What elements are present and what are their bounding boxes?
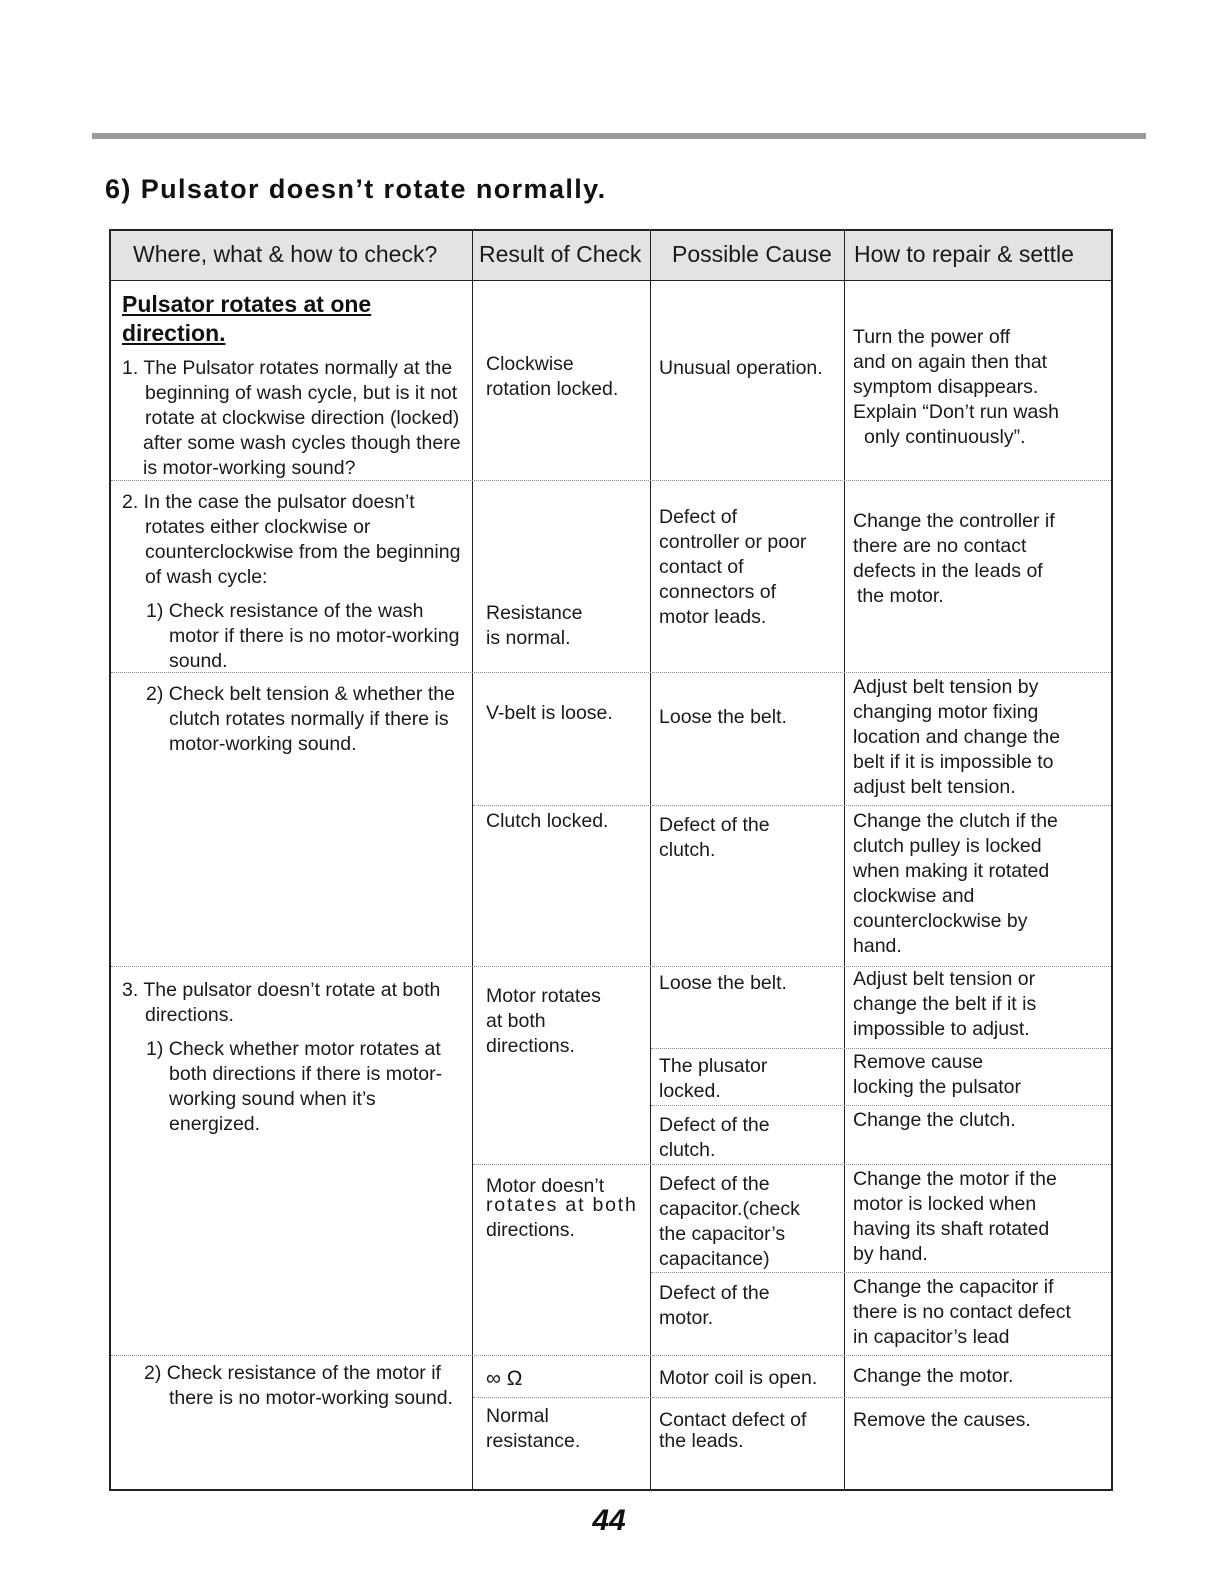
check-3-2-line: there is no motor-working sound. [169, 1387, 453, 1409]
repair-line: Change the motor. [853, 1365, 1014, 1387]
section-heading: 6) Pulsator doesn’t rotate normally. [105, 174, 607, 204]
check-1-line: after some wash cycles though there [143, 432, 461, 454]
repair-line: belt if it is impossible to [853, 751, 1054, 773]
repair-line: counterclockwise by [853, 910, 1028, 932]
check-3-1-line: both directions if there is motor- [169, 1063, 443, 1085]
cause-line: Loose the belt. [659, 706, 787, 728]
cause-line: capacitance) [659, 1248, 770, 1270]
row-separator [111, 672, 1111, 673]
cause-line: controller or poor [659, 531, 807, 553]
repair-line: symptom disappears. [853, 376, 1039, 398]
result-line: Clutch locked. [486, 810, 609, 832]
cause-line: the capacitor’s [659, 1223, 786, 1245]
repair-line: location and change the [853, 726, 1061, 748]
check-2-line: of wash cycle: [145, 566, 268, 588]
check-2-2-line: 2) Check belt tension & whether the [146, 683, 455, 705]
result-line: V-belt is loose. [486, 702, 613, 724]
check-2-line: 2. In the case the pulsator doesn’t [122, 491, 415, 513]
row-separator [651, 1105, 1111, 1106]
result-line: Resistance [486, 602, 583, 624]
result-line: at both [486, 1010, 546, 1032]
check-3-2-line: 2) Check resistance of the motor if [144, 1362, 441, 1384]
result-line: Normal [486, 1405, 549, 1427]
repair-line: when making it rotated [853, 860, 1050, 882]
repair-line: in capacitor’s lead [853, 1326, 1010, 1348]
header-check: Where, what & how to check? [133, 241, 438, 267]
cause-line: motor. [659, 1307, 714, 1329]
repair-line: hand. [853, 935, 902, 957]
check-1-line: is motor-working sound? [143, 457, 356, 479]
check-1-line: rotate at clockwise direction (locked) [145, 407, 460, 429]
subtitle-line-2: direction. [122, 320, 226, 346]
subtitle-line-1: Pulsator rotates at one [122, 291, 372, 317]
repair-line: changing motor fixing [853, 701, 1039, 723]
column-divider [472, 231, 473, 1489]
check-3-line: directions. [145, 1004, 234, 1026]
result-line: resistance. [486, 1430, 581, 1452]
repair-line: Remove the causes. [853, 1409, 1031, 1431]
column-divider [844, 231, 845, 1489]
repair-line: impossible to adjust. [853, 1018, 1030, 1040]
cause-line: The plusator [659, 1055, 768, 1077]
result-line: rotation locked. [486, 378, 619, 400]
repair-line: motor is locked when [853, 1193, 1037, 1215]
repair-line: Adjust belt tension by [853, 676, 1039, 698]
repair-line: Change the capacitor if [853, 1276, 1054, 1298]
troubleshooting-table [109, 229, 1113, 1491]
repair-line: clockwise and [853, 885, 975, 907]
header-cause: Possible Cause [672, 241, 832, 267]
repair-line: the motor. [857, 585, 944, 607]
cause-line: Defect of the [659, 814, 770, 836]
row-separator [473, 1164, 1111, 1165]
result-line: Clockwise [486, 353, 574, 375]
repair-line: there are no contact [853, 535, 1027, 557]
repair-line: adjust belt tension. [853, 776, 1016, 798]
table-header-row [111, 231, 1111, 281]
infinite-ohm-result: ∞ Ω [486, 1367, 523, 1390]
cause-line: capacitor.(check [659, 1198, 800, 1220]
cause-line: Motor coil is open. [659, 1367, 818, 1389]
repair-line: clutch pulley is locked [853, 835, 1042, 857]
cause-line: Defect of the [659, 1282, 770, 1304]
repair-line: Change the clutch. [853, 1109, 1016, 1131]
top-rule [92, 133, 1146, 139]
check-1-line: 1. The Pulsator rotates normally at the [122, 357, 453, 379]
result-line: directions. [486, 1035, 575, 1057]
repair-line: there is no contact defect [853, 1301, 1071, 1323]
header-result: Result of Check [479, 241, 642, 267]
cause-line: Defect of [659, 506, 738, 528]
result-line: directions. [486, 1219, 575, 1241]
check-2-line: counterclockwise from the beginning [145, 541, 461, 563]
result-line: is normal. [486, 627, 571, 649]
row-separator [473, 805, 1111, 806]
cause-line: Loose the belt. [659, 972, 787, 994]
row-separator [651, 1272, 1111, 1273]
repair-line: only continuously”. [864, 426, 1026, 448]
cause-line: locked. [659, 1080, 721, 1102]
header-repair: How to repair & settle [854, 241, 1074, 267]
repair-line: change the belt if it is [853, 993, 1037, 1015]
repair-line: Change the motor if the [853, 1168, 1057, 1190]
repair-line: Explain “Don’t run wash [853, 401, 1059, 423]
repair-line: by hand. [853, 1243, 928, 1265]
check-2-2-line: motor-working sound. [169, 733, 357, 755]
repair-line: and on again then that [853, 351, 1048, 373]
cause-line: motor leads. [659, 606, 767, 628]
check-2-2-line: clutch rotates normally if there is [169, 708, 449, 730]
row-separator [651, 1048, 1111, 1049]
repair-line: locking the pulsator [853, 1076, 1022, 1098]
check-3-1-line: working sound when it’s [169, 1088, 376, 1110]
check-3-line: 3. The pulsator doesn’t rotate at both [122, 979, 441, 1001]
check-3-1-line: 1) Check whether motor rotates at [146, 1038, 441, 1060]
row-separator [473, 1397, 1111, 1398]
repair-line: Adjust belt tension or [853, 968, 1036, 990]
check-2-1-line: sound. [169, 650, 228, 672]
cause-line: connectors of [659, 581, 777, 603]
cause-line: Defect of the [659, 1173, 770, 1195]
row-separator [111, 1355, 1111, 1356]
cause-line: the leads. [659, 1430, 744, 1452]
cause-line: clutch. [659, 839, 716, 861]
cause-line: Unusual operation. [659, 357, 823, 379]
check-1-line: beginning of wash cycle, but is it not [145, 382, 458, 404]
check-2-1-line: motor if there is no motor-working [169, 625, 460, 647]
result-line: Motor doesn’t [486, 1175, 605, 1197]
repair-line: defects in the leads of [853, 560, 1043, 582]
repair-line: Turn the power off [853, 326, 1011, 348]
result-line: Motor rotates [486, 985, 601, 1007]
repair-line: Remove cause [853, 1051, 984, 1073]
repair-line: having its shaft rotated [853, 1218, 1050, 1240]
result-line: rotates at both [486, 1194, 638, 1216]
cause-line: clutch. [659, 1139, 716, 1161]
cause-line: Contact defect of [659, 1409, 807, 1431]
cause-line: Defect of the [659, 1114, 770, 1136]
check-3-1-line: energized. [169, 1113, 261, 1135]
check-2-1-line: 1) Check resistance of the wash [146, 600, 424, 622]
page-number: 44 [592, 1504, 626, 1537]
repair-line: Change the controller if [853, 510, 1055, 532]
repair-line: Change the clutch if the [853, 810, 1058, 832]
check-2-line: rotates either clockwise or [145, 516, 371, 538]
cause-line: contact of [659, 556, 744, 578]
column-divider [650, 231, 651, 1489]
